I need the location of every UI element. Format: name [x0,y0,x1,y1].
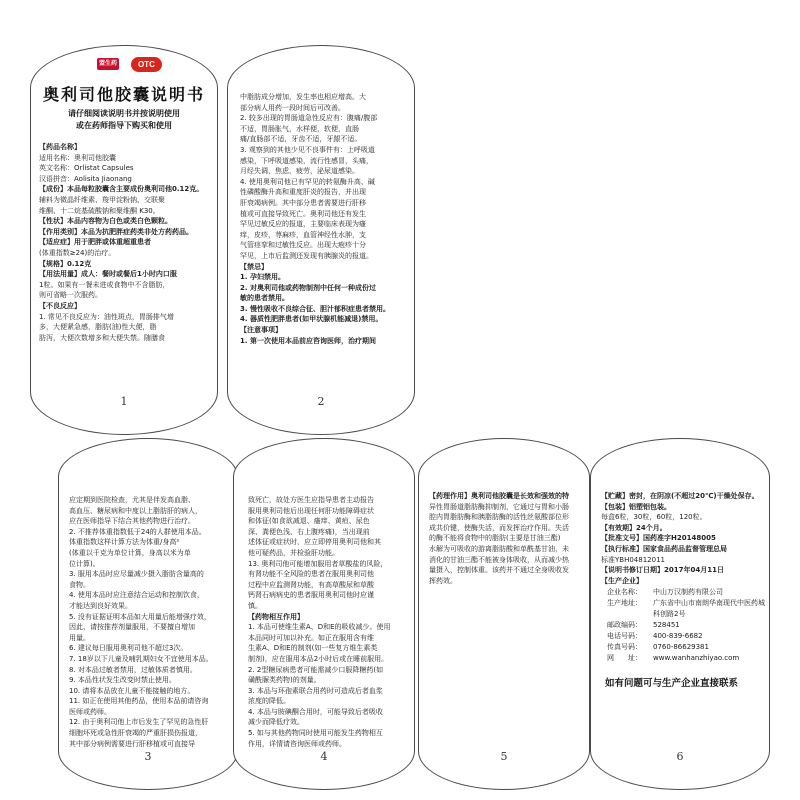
text-line: 位计算)。 [69,559,100,568]
contact-label: 传真号码： [607,643,642,651]
text-line: 细胞坏死或急性肝衰竭的严重肝损伤报道， [69,729,202,738]
text-line: 5. 没有证据证明本品如大用量后能增强疗效， [69,612,211,621]
text-line: 水解为可吸收的游离脂肪酸和单酰基甘油，未 [429,544,569,553]
text-line: 制剂)，应在服用本品2小时后或在睡前服用。 [248,654,389,663]
contact-label: 生产地址： [607,599,642,607]
leaflet-panel-4 [233,438,415,790]
text-line: 2. 2型糖尿病患者可能需减少口服降糖药(如 [248,665,384,674]
leaflet-panel-3 [58,438,238,790]
text-line: 【有效期】24个月。 [601,523,667,532]
text-line: 6. 建议每日服用奥利司他不超过3次。 [69,644,188,653]
contact-label: 邮政编码： [607,621,642,629]
text-line: 【批准文号】国药准字H20148005 [601,534,716,543]
leaflet-panel-2 [227,45,415,435]
text-line: 【执行标准】国家食品药品监督管理总局 [601,544,727,553]
text-line: 慎。 [248,601,262,610]
contact-value: 528451 [653,621,680,629]
text-line: 减少而降低疗效。 [248,718,304,727]
panel-2-text [240,92,412,346]
otc-badge: OTC [131,57,162,72]
text-line: 本品同时可加以补充。如正在服用含有维 [248,633,374,642]
text-line: 和体征(如食欲减退、瘙痒、黄疸、尿色 [248,517,370,526]
leaflet-panel-5 [418,438,590,790]
panel-4-text [248,495,412,749]
text-line: 多，大便紧急感，脂肪(油)性大便，脂 [39,323,157,332]
text-line: (体重指数≥24)的治疗。 [39,248,116,257]
text-line: 7. 18岁以下儿童及哺乳期妇女不宜使用本品。 [69,654,213,663]
text-line: 1粒。如果有一餐未进或食物中不含脂肪， [39,280,170,289]
text-line: 维酮、十二烷基硫酸钠和聚维酮 K30。 [39,206,160,215]
contact-hotline-note: 如有问题可与生产企业直接联系 [605,678,739,689]
text-line: 肝衰竭病例。其中部分患者需要进行肝移 [240,198,366,207]
text-line: 性磷酸酶升高和重度肝炎的报告，并出现 [240,188,366,197]
text-line: 挥药效。 [429,576,457,585]
contact-value: 中山万汉制药有限公司 [653,588,723,596]
text-line: 则可省略一次服药。 [39,291,102,300]
usage-notice [31,108,217,132]
contact-row [607,598,765,620]
text-line: 腔内胃脂肪酶和胰脂肪酶的活性丝氨酸部位形 [429,513,569,522]
text-line: 标准YBH04812011 [601,555,665,564]
manufacturer-contact [607,587,765,664]
text-line: 部分病人用药一段时间后可改善。 [240,103,345,112]
text-line: 敏的患者禁用。 [240,294,289,303]
text-line: 【适应症】用于肥胖或体重超重患者 [39,238,151,247]
text-line: 8. 对本品过敏者禁用，过敏体质者慎用。 [69,665,197,674]
text-line: 痛/直肠部不适，牙齿不适，牙龈不适。 [240,135,362,144]
text-line: 成共价键，使酶失活，而发挥治疗作用。失活 [429,523,569,532]
contact-row [607,631,765,642]
text-line: 【生产企业】 [601,576,643,585]
contact-row [607,653,765,664]
text-line: 1. 本品可使维生素A、D和E的吸收减少。使用 [248,623,391,632]
contact-row [607,587,765,598]
text-line: 食物。 [69,580,90,589]
text-line: 应定期到医院检查，尤其是伴发高血脂、 [69,496,195,504]
text-line: 12. 由于奥利司他上市后发生了罕见的急性肝 [69,718,209,727]
panel-6-text [601,491,767,586]
text-line: 气管痉挛和过敏性反应。出现大疱疹十分 [240,241,366,250]
panel-number: 5 [500,750,508,763]
text-line: 用量。 [69,633,90,642]
text-line: 量摄入，控制体重。该药并不通过全身吸收发 [429,566,569,575]
panel-number: 2 [317,395,325,408]
contact-label: 电话号码： [607,632,642,640]
text-line: 高血压、糖尿病和中度以上脂肪肝的病人， [69,506,202,515]
text-line: 4. 本品与胺碘酮合用时，可能导致后者吸收 [248,707,383,716]
text-line: 1. 第一次使用本品前应咨询医师，治疗期间 [240,336,376,345]
text-line: 13. 奥利司他可能增加服用者草酸盐的风险， [248,559,388,568]
text-line: 有肾功能不全风险的患者在服用奥利司他 [248,570,374,579]
contact-value: 广东省中山市南朗华南现代中医药城科创路2号 [653,599,765,618]
text-line: 中脂肪成分增加，发生率也相应增高。大 [240,93,366,101]
text-line: 2. 较多出现的胃肠道急性反应有：腹痛/腹部 [240,114,378,123]
text-line: 【贮藏】密封，在阴凉(不超过20℃)干燥处保存。 [601,492,759,500]
brand-logo: 盟生药 [97,58,119,70]
contact-value: www.wanhanzhiyao.com [653,654,740,662]
text-line: 英文名称：Orlistat Capsules [39,164,134,173]
text-line: 辅料为微晶纤维素、羧甲淀粉钠、交联聚 [39,195,165,204]
text-line: 4. 使用奥利司他已有罕见的转氨酶升高、碱 [240,177,375,186]
text-line: 医师或药师。 [69,707,111,716]
text-line: 【禁忌】 [240,262,268,271]
text-line: 10. 请将本品放在儿童不能接触的地方。 [69,686,195,695]
text-line: 每盒6粒，30粒，60粒，120粒。 [601,513,707,522]
text-line: 过程中应监测肾功能，有高草酸尿和草酸 [248,580,374,589]
contact-label: 企业名称： [607,588,642,596]
text-line: 痒，皮疹，荨麻疹，血管神经性水肿，支 [240,230,366,239]
text-line: 3. 慢性吸收不良综合征、胆汁郁积症患者禁用。 [240,304,390,313]
text-line: 2. 对奥利司他或药物制剂中任何一种成份过 [240,283,376,292]
text-line: 因此，请按推荐剂量服用，不要擅自增加 [69,623,195,632]
text-line: 【药物相互作用】 [248,612,304,621]
text-line: 【成份】本品每粒胶囊含主要成份奥利司他0.12克。 [39,185,204,194]
contact-label: 网 址： [607,654,642,662]
text-line: 其中部分病例需要进行肝移植或可直接导 [69,739,195,748]
leaflet-panel-1 [30,45,218,435]
text-line: 异性胃肠道脂肪酶抑制剂，它通过与胃和小肠 [429,502,569,511]
text-line: 汉语拼音：Aolisita Jiaonang [39,174,132,183]
text-line: 4. 器质性肥胖患者(如甲状腺机能减退)禁用。 [240,315,383,324]
text-line: 浓度的降低。 [248,697,290,706]
panel-1-text [39,142,215,343]
text-line: 罕见，上市后监测还发现有胰腺炎的报道。 [240,251,373,260]
text-line: 3. 观察到的其他少见不良事件有：上呼吸道 [240,145,375,154]
text-line: (体重以千克为单位计算，身高以米为单 [69,548,191,557]
text-line: 感染，下呼吸道感染，流行性感冒，头痛， [240,156,373,165]
text-line: 5. 如与其他药物同时使用可能发生药物相互 [248,729,383,738]
text-line: 适用名称：奥利司他胶囊 [39,153,116,162]
text-line: 植或可直接导致死亡。奥利司他还有发生 [240,209,366,218]
leaflet-panel-6 [590,438,770,790]
text-line: 9. 本品性状发生改变时禁止使用。 [69,676,176,685]
text-line: 4. 使用本品时应注意结合运动和控制饮食， [69,591,204,600]
panel-number: 1 [120,395,128,408]
panel-number: 4 [320,750,328,763]
text-line: 消化的甘油三酯不能被身体吸收，从而减少热 [429,555,569,564]
text-line: 【说明书修订日期】2017年04月11日 [601,566,724,575]
text-line: 磺酰脲类药物)的剂量。 [248,676,321,685]
text-line: 他可疑药品，并检验肝功能。 [248,548,339,557]
text-line: 深、粪便色浅、右上腹疼痛)，当出现前 [248,527,370,536]
contact-row [607,620,765,631]
panel-number: 3 [144,750,152,763]
text-line: 述体征或症状时，应立即停用奥利司他和其 [248,538,381,547]
contact-row [607,642,765,653]
text-line: 肪泻，大便次数增多和大便失禁。随膳食 [39,333,165,342]
text-line: 3. 本品与环孢素联合用药时可造成后者血浆 [248,686,383,695]
text-line: 服用奥利司他后出现任何肝功能障碍症状 [248,506,374,515]
text-line: 钙肾石病病史的患者服用奥利司他时应谨 [248,591,374,600]
text-line: 体重指数这样计算方法为体重/身高² [69,538,180,547]
text-line: 的酶不能将食物中的脂肪(主要是甘油三酯) [429,534,561,543]
text-line: 【药理作用】奥利司他胶囊是长效和强效的特 [429,492,569,500]
notice-line: 或在药师指导下购买和使用 [76,121,172,130]
text-line: 1. 常见不良反应为：油性斑点，胃肠排气增 [39,312,174,321]
panel-3-text [69,495,235,749]
text-line: 【性状】本品内容物为白色或类白色颗粒。 [39,217,172,226]
text-line: 2. 不推荐体重指数低于24的人群使用本品。 [69,527,206,536]
text-line: 致死亡，故处方医生应指导患者主动报告 [248,496,374,504]
text-line: 1. 孕妇禁用。 [240,273,285,282]
panel-5-text [429,491,585,586]
panel-number: 6 [676,750,684,763]
text-line: 【规格】0.12克 [39,259,92,268]
notice-line: 请仔细阅读说明书并按说明使用 [68,109,180,118]
text-line: 【注意事项】 [240,326,282,335]
text-line: 【不良反应】 [39,301,81,310]
text-line: 生素A、D和E的制剂(如一些复方维生素类 [248,644,378,653]
text-line: 月经失调，焦虑，疲劳，泌尿道感染。 [240,167,359,176]
text-line: 作用，详情请咨询医师或药师。 [248,739,346,748]
leaflet-title: 奥利司他胶囊说明书 [42,85,205,104]
text-line: 【包装】铝塑铝包装。 [601,502,671,511]
text-line: 【用法用量】成人：餐时或餐后1小时内口服 [39,270,177,279]
text-line: 罕见过敏反应的报道，主要临床表现为瘙 [240,220,366,229]
text-line: 【作用类别】本品为抗肥胖症药类非处方药药品。 [39,227,193,236]
text-line: 3. 服用本品时应尽量减少摄入脂肪含量高的 [69,570,204,579]
text-line: 【药品名称】 [39,143,81,151]
text-line: 11. 如正在使用其他药品，使用本品前请咨询 [69,697,209,706]
text-line: 不适，胃肠胀气，水样便，软便，直肠 [240,124,359,133]
text-line: 才能达到良好效果。 [69,601,132,610]
contact-value: 400-839-6682 [653,632,703,640]
text-line: 应在医师指导下结合其他药物进行治疗。 [69,517,195,526]
contact-value: 0760-86629381 [653,643,709,651]
